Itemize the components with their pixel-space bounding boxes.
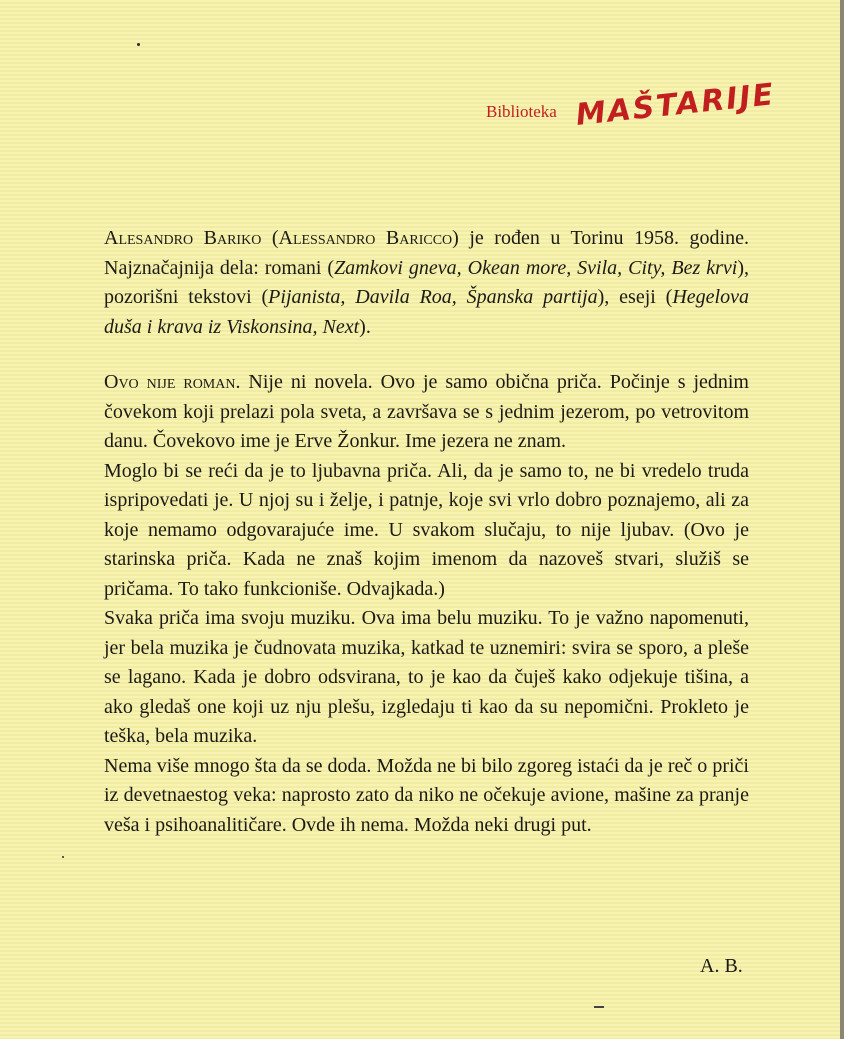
blurb-paragraph: Moglo bi se reći da je to ljubavna priča. Ali, da je samo to, ne bi vredelo truda ispripovedati je. U njoj su i želje, i patnje, koje svi vrlo dobro poznajemo, ali za koje nemamo odgovarajuće ime. U svakom slučaju, to nije ljubav. (Ovo je starinska priča. Kada ne znaš kojim imenom da nazoveš stvari, služiš se pričama. To tako funkcioniše. Odvajkada.) (104, 459, 749, 600)
series-logo: MAŠTARIJE (574, 77, 777, 133)
bio-text: ), eseji ( (597, 286, 673, 308)
blurb-paragraph: Svaka priča ima svoju muziku. Ova ima belu muziku. To je važno napomenuti, jer bela muzika je čudnovata muzika, katkad te uznemiri: svira se sporo, a pleše se lagano. Kada je dobro odsvirana, to je kao da čuješ kako odjekuje tišina, a ako gledaš one koji uz nju plešu, izgledaju ti kao da su nepomični. Prokleto je teška, bela muzika. (104, 607, 749, 747)
blurb-text: Nije ni novela. Ovo je samo obična priča. Počinje s jednim čovekom koji prelazi pola sveta, a završava se s jednim jezerom, po vetrovitom danu. Čovekovo ime je Erve Žonkur. Ime jezera ne znam. (104, 371, 749, 452)
print-speck (62, 856, 64, 858)
blurb-paragraph (104, 368, 749, 457)
bio-paragraph (104, 224, 749, 342)
print-speck (137, 43, 140, 46)
bio-text: ) je rođen u Torinu 1958. godine. Najznačajnija dela: romani ( (104, 227, 749, 279)
series-header (486, 77, 786, 146)
bio-text: ( (261, 227, 279, 249)
signature: A. B. (700, 955, 743, 977)
novels-list: Zamkovi gneva, Okean more, Svila, City, Bez krvi (334, 256, 738, 279)
author-bio (104, 224, 749, 342)
bio-text: ). (359, 315, 371, 338)
blurb-lead: Ovo nije roman. (104, 371, 241, 393)
series-label: Biblioteka (486, 102, 557, 121)
bio-text: ), pozorišni tekstovi ( (104, 256, 749, 308)
print-mark (594, 1006, 604, 1008)
cover-edge (840, 0, 844, 1039)
plays-list: Pijanista, Davila Roa, Španska partija (268, 286, 598, 308)
author-original-name: Alessandro Baricco (278, 227, 453, 249)
essays-list: Hegelova duša i krava iz Viskonsina, Next (104, 286, 749, 338)
author-name: Alesandro Bariko (104, 227, 262, 249)
blurb-paragraph: Nema više mnogo šta da se doda. Možda ne bi bilo zgoreg istaći da je reč o priči iz devetnaestog veka: naprosto zato da niko ne očekuje avione, mašine za pranje veša i psihoanalitičare. Ovde ih nema. Možda neki drugi put. (104, 754, 749, 836)
blurb (104, 368, 749, 840)
